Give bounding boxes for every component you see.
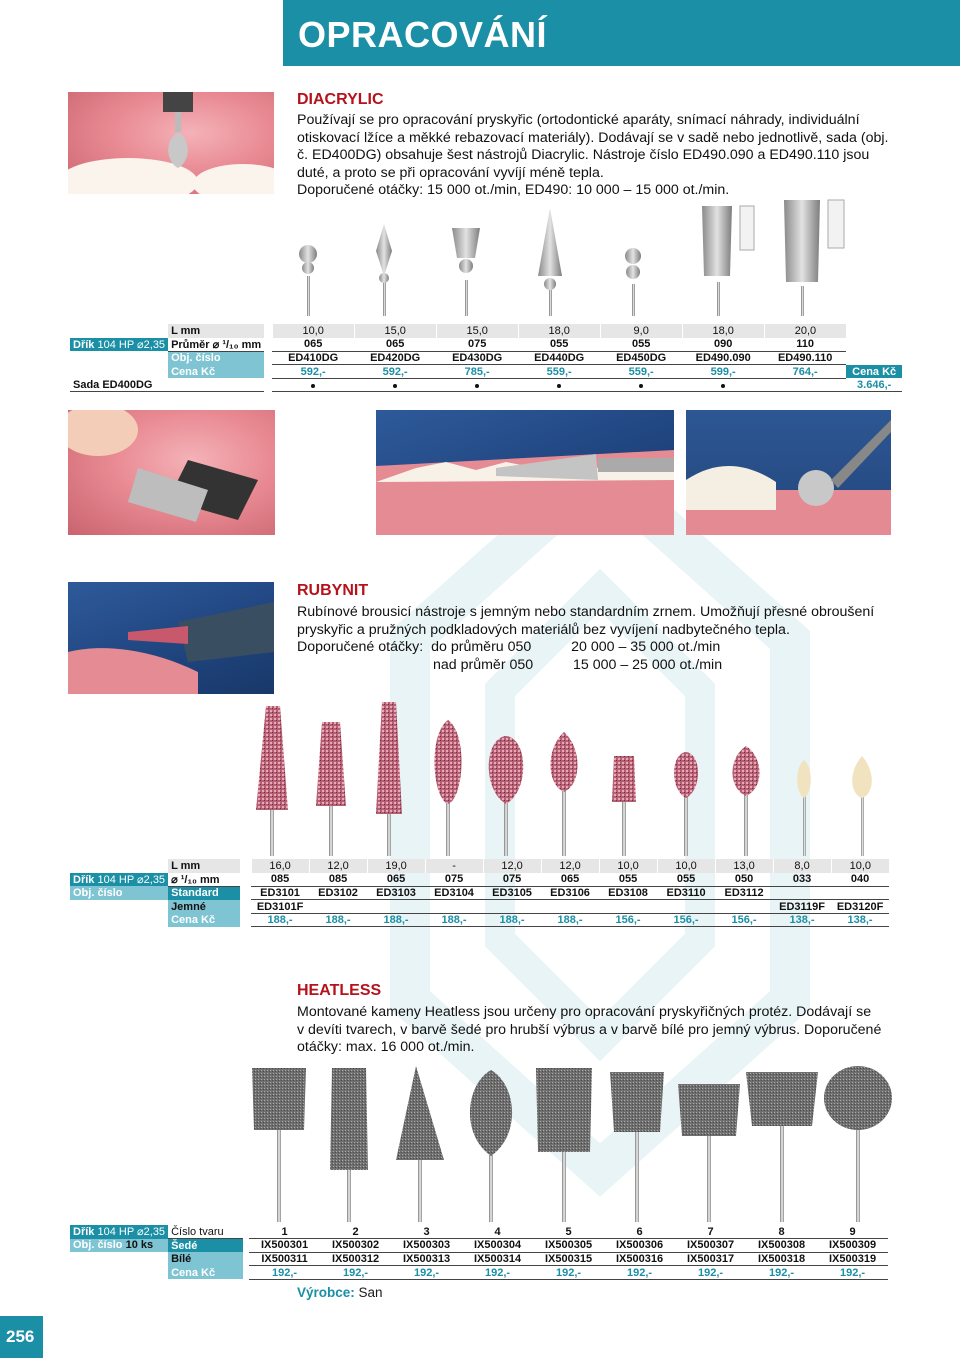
cell-l: 15,0 xyxy=(354,324,436,338)
diacrylic-table xyxy=(70,324,902,392)
tool-ed3119f-image xyxy=(797,760,811,856)
heatless-shape-4-image xyxy=(470,1070,512,1222)
cell-price: 559,- xyxy=(518,365,600,379)
code-label: Obj. číslo xyxy=(70,886,168,900)
usage-photo-3 xyxy=(686,410,891,535)
cell-price: 192,- xyxy=(249,1266,320,1280)
shank-label: Dřík 104 HP ⌀2,35 xyxy=(70,873,168,887)
cell-fine-code xyxy=(483,900,541,914)
tool-ed3120f-image xyxy=(852,756,872,856)
cell-grey-code: IX500308 xyxy=(746,1239,817,1253)
cell-l: 18,0 xyxy=(518,324,600,338)
cell-diameter: 065 xyxy=(354,338,436,352)
cell-price: 138,- xyxy=(831,913,889,927)
cell-l: 18,0 xyxy=(682,324,764,338)
cell-white-code: IX500315 xyxy=(533,1252,604,1266)
cell-shape: 5 xyxy=(533,1225,604,1239)
cell-grey-code: IX500301 xyxy=(249,1239,320,1253)
cell-diameter: 055 xyxy=(518,338,600,352)
diacrylic-photo xyxy=(68,92,274,194)
heatless-shape-9-image xyxy=(824,1066,892,1222)
rubynit-photo xyxy=(68,582,274,694)
page-title: OPRACOVÁNÍ xyxy=(298,14,548,55)
rubynit-line: pryskyřic a pružných podkladových materiálů bez vyvíjení nadbytečného tepla. xyxy=(297,621,790,638)
diacrylic-tool-images xyxy=(280,196,860,324)
cell-price: 599,- xyxy=(682,365,764,379)
cell-diameter: 110 xyxy=(764,338,846,352)
cell-price: 192,- xyxy=(604,1266,675,1280)
rubynit-speed-label: Doporučené otáčky: xyxy=(297,639,424,656)
cell-price: 156,- xyxy=(657,913,715,927)
rubynit-table xyxy=(70,859,889,927)
cell-price: 764,- xyxy=(764,365,846,379)
row-label-white: Bílé xyxy=(168,1252,243,1266)
diacrylic-line: č. ED400DG) obsahuje šest nástrojů Diacrylic. Nástroje číslo ED490.090 a ED490.110 jsou xyxy=(297,147,870,164)
cell-standard-code: ED3108 xyxy=(599,886,657,900)
manufacturer-value: San xyxy=(358,1285,383,1300)
cell-order-code: ED430DG xyxy=(436,351,518,365)
tool-ed420dg-image xyxy=(376,224,392,316)
cell-white-code: IX500312 xyxy=(320,1252,391,1266)
cell-white-code: IX500311 xyxy=(249,1252,320,1266)
cell-grey-code: IX500302 xyxy=(320,1239,391,1253)
cell-order-code: ED410DG xyxy=(272,351,354,365)
rubynit-description xyxy=(297,604,874,674)
cell-shape: 9 xyxy=(817,1225,888,1239)
heatless-shape-1-image xyxy=(252,1068,306,1222)
cell-diameter: 055 xyxy=(599,873,657,887)
cell-fine-code xyxy=(599,900,657,914)
rubynit-speed-value: 20 000 – 35 000 ot./min xyxy=(571,639,721,656)
cell-diameter: 065 xyxy=(367,873,425,887)
cell-price: 188,- xyxy=(541,913,599,927)
cell-order-code: ED420DG xyxy=(354,351,436,365)
cell-price: 188,- xyxy=(309,913,367,927)
cell-diameter: 055 xyxy=(600,338,682,352)
tool-ed410dg-image xyxy=(299,245,317,316)
heatless-table xyxy=(70,1225,888,1280)
cell-l: 10,0 xyxy=(599,859,657,873)
cell-l: 19,0 xyxy=(367,859,425,873)
row-label-l: L mm xyxy=(168,859,240,873)
cell-standard-code: ED3104 xyxy=(425,886,483,900)
cell-standard-code: ED3110 xyxy=(657,886,715,900)
tool-ed3112-image xyxy=(733,746,760,856)
cell-fine-code: ED3101F xyxy=(251,900,309,914)
cell-price: 192,- xyxy=(391,1266,462,1280)
cell-white-code: IX500319 xyxy=(817,1252,888,1266)
cell-price: 192,- xyxy=(675,1266,746,1280)
cell-shape: 2 xyxy=(320,1225,391,1239)
row-label-diameter: Průměr ⌀ ¹/₁₀ mm xyxy=(168,338,264,352)
cell-price: 559,- xyxy=(600,365,682,379)
cell-standard-code: ED3112 xyxy=(715,886,773,900)
set-included-dot xyxy=(639,384,643,388)
cell-l: - xyxy=(425,859,483,873)
cell-price: 188,- xyxy=(367,913,425,927)
cell-price: 188,- xyxy=(251,913,309,927)
cell-white-code: IX500313 xyxy=(391,1252,462,1266)
cell-l: 10,0 xyxy=(831,859,889,873)
cell-shape: 3 xyxy=(391,1225,462,1239)
cell-price: 592,- xyxy=(272,365,354,379)
rubynit-tool-images xyxy=(250,698,890,856)
cell-price: 192,- xyxy=(746,1266,817,1280)
cell-l: 10,0 xyxy=(657,859,715,873)
cell-price: 156,- xyxy=(715,913,773,927)
manufacturer-note xyxy=(297,1285,383,1300)
rubynit-speed-cond: nad průměr 050 xyxy=(433,656,534,673)
row-label-diameter: ⌀ ¹/₁₀ mm xyxy=(168,873,240,887)
cell-standard-code xyxy=(831,886,889,900)
cell-order-code: ED490.110 xyxy=(764,351,846,365)
heatless-shape-3-image xyxy=(396,1066,444,1222)
tool-ed490-090-image xyxy=(702,206,754,316)
cell-shape: 7 xyxy=(675,1225,746,1239)
cell-grey-code: IX500303 xyxy=(391,1239,462,1253)
usage-photo-2 xyxy=(376,410,674,535)
row-label-shape: Číslo tvaru xyxy=(168,1225,243,1239)
cell-diameter: 055 xyxy=(657,873,715,887)
heatless-shape-7-image xyxy=(678,1084,740,1222)
cell-fine-code xyxy=(541,900,599,914)
tool-ed3104-image xyxy=(434,720,461,856)
rubynit-speed-value: 15 000 – 25 000 ot./min xyxy=(573,656,723,673)
cell-diameter: 040 xyxy=(831,873,889,887)
cell-grey-code: IX500304 xyxy=(462,1239,533,1253)
heatless-line: v devíti tvarech, v barvě šedé pro hrubší výbrus a v barvě bílé pro jemný výbrus. Doporučené xyxy=(297,1021,882,1038)
diacrylic-line: duté, a proto se při opracování vyvíjí méně tepla. xyxy=(297,164,604,181)
cell-price: 592,- xyxy=(354,365,436,379)
cell-l: 20,0 xyxy=(764,324,846,338)
cell-l: 12,0 xyxy=(541,859,599,873)
cell-grey-code: IX500306 xyxy=(604,1239,675,1253)
tool-ed3108-image xyxy=(612,756,636,856)
row-label-grey: Šedé xyxy=(168,1239,243,1253)
heatless-line: Montované kameny Heatless jsou určeny pro opracování pryskyřičných protéz. Dodávají se xyxy=(297,1004,872,1020)
shank-label: Dřík 104 HP ⌀2,35 xyxy=(70,1225,168,1239)
tool-ed440dg-image xyxy=(538,208,562,316)
usage-photo-1 xyxy=(68,410,275,535)
cell-fine-code xyxy=(425,900,483,914)
cell-l: 16,0 xyxy=(251,859,309,873)
cell-diameter: 085 xyxy=(251,873,309,887)
rubynit-speed-cond: do průměru 050 xyxy=(431,639,532,656)
diacrylic-title: DIACRYLIC xyxy=(297,91,384,108)
cell-diameter: 050 xyxy=(715,873,773,887)
cell-diameter: 075 xyxy=(425,873,483,887)
cell-l: 15,0 xyxy=(436,324,518,338)
manufacturer-label: Výrobce: xyxy=(297,1285,355,1300)
heatless-shape-8-image xyxy=(746,1072,818,1222)
cell-l: 13,0 xyxy=(715,859,773,873)
cell-price: 785,- xyxy=(436,365,518,379)
cell-shape: 6 xyxy=(604,1225,675,1239)
cell-diameter: 065 xyxy=(541,873,599,887)
heatless-shape-6-image xyxy=(610,1072,664,1222)
cell-white-code: IX500317 xyxy=(675,1252,746,1266)
row-label-price: Cena Kč xyxy=(168,365,264,379)
cell-fine-code xyxy=(715,900,773,914)
cell-grey-code: IX500309 xyxy=(817,1239,888,1253)
heatless-shape-5-image xyxy=(536,1068,592,1222)
cell-shape: 8 xyxy=(746,1225,817,1239)
row-label-code: Obj. číslo xyxy=(168,351,264,365)
set-price-label: Cena Kč xyxy=(846,365,902,379)
set-included-dot xyxy=(393,384,397,388)
cell-price: 138,- xyxy=(773,913,831,927)
diacrylic-description xyxy=(297,112,888,200)
heatless-description xyxy=(297,1004,881,1057)
set-included-dot xyxy=(721,384,725,388)
cell-price: 188,- xyxy=(425,913,483,927)
cell-grey-code: IX500305 xyxy=(533,1239,604,1253)
shank-label: Dřík 104 HP ⌀2,35 xyxy=(70,338,168,352)
cell-shape: 1 xyxy=(249,1225,320,1239)
cell-order-code: ED440DG xyxy=(518,351,600,365)
cell-order-code: ED450DG xyxy=(600,351,682,365)
cell-standard-code: ED3105 xyxy=(483,886,541,900)
cell-diameter: 033 xyxy=(773,873,831,887)
heatless-tool-images xyxy=(240,1064,900,1222)
cell-l: 8,0 xyxy=(773,859,831,873)
cell-fine-code xyxy=(309,900,367,914)
cell-standard-code: ED3101 xyxy=(251,886,309,900)
heatless-title: HEATLESS xyxy=(297,982,382,999)
tool-ed3105-image xyxy=(489,736,524,856)
cell-diameter: 075 xyxy=(436,338,518,352)
tool-ed430dg-image xyxy=(452,228,480,316)
rubynit-line: Rubínové brousicí nástroje s jemným nebo standardním zrnem. Umožňují přesné obroušení xyxy=(297,604,875,620)
cell-standard-code: ED3102 xyxy=(309,886,367,900)
tool-ed3110-image xyxy=(674,752,698,856)
set-included-dot xyxy=(557,384,561,388)
cell-standard-code: ED3103 xyxy=(367,886,425,900)
cell-fine-code xyxy=(367,900,425,914)
cell-l: 12,0 xyxy=(483,859,541,873)
set-price: 3.646,- xyxy=(846,378,902,392)
row-label-l: L mm xyxy=(168,324,264,338)
cell-grey-code: IX500307 xyxy=(675,1239,746,1253)
row-label-price: Cena Kč xyxy=(168,913,240,927)
cell-order-code: ED490.090 xyxy=(682,351,764,365)
diacrylic-line: Používají se pro opracování pryskyřic (ortodontické aparáty, snímací náhrady, individuální xyxy=(297,112,860,128)
heatless-line: otáčky: max. 16 000 ot./min. xyxy=(297,1039,475,1056)
cell-diameter: 075 xyxy=(483,873,541,887)
tool-ed450dg-image xyxy=(625,248,641,316)
page-number: 256 xyxy=(6,1327,35,1346)
cell-price: 192,- xyxy=(462,1266,533,1280)
set-included-dot xyxy=(475,384,479,388)
cell-price: 156,- xyxy=(599,913,657,927)
cell-shape: 4 xyxy=(462,1225,533,1239)
cell-price: 192,- xyxy=(817,1266,888,1280)
cell-white-code: IX500314 xyxy=(462,1252,533,1266)
cell-diameter: 085 xyxy=(309,873,367,887)
cell-standard-code xyxy=(773,886,831,900)
cell-price: 188,- xyxy=(483,913,541,927)
set-label: Sada ED400DG xyxy=(70,378,264,392)
row-label-price: Cena Kč xyxy=(168,1266,243,1280)
tool-ed3101-image xyxy=(256,706,288,856)
row-label-fine: Jemné xyxy=(168,900,240,914)
row-label-standard: Standard xyxy=(168,886,240,900)
cell-white-code: IX500318 xyxy=(746,1252,817,1266)
heatless-shape-2-image xyxy=(330,1068,368,1222)
tool-ed3106-image xyxy=(551,732,578,856)
diacrylic-line: otiskovací lžíce a měkké rebazovací materiály). Dodávají se v sadě nebo jednotlivě, sada (obj. xyxy=(297,129,889,146)
cell-fine-code: ED3120F xyxy=(831,900,889,914)
cell-diameter: 090 xyxy=(682,338,764,352)
cell-price: 192,- xyxy=(320,1266,391,1280)
cell-l: 10,0 xyxy=(272,324,354,338)
cell-price: 192,- xyxy=(533,1266,604,1280)
tool-ed3103-image xyxy=(376,702,402,856)
cell-white-code: IX500316 xyxy=(604,1252,675,1266)
code-label: Obj. číslo 10 ks xyxy=(70,1239,168,1253)
diacrylic-line: Doporučené otáčky: 15 000 ot./min, ED490: 10 000 – 15 000 ot./min. xyxy=(297,182,730,199)
rubynit-title: RUBYNIT xyxy=(297,582,369,599)
cell-l: 12,0 xyxy=(309,859,367,873)
tool-ed490-110-image xyxy=(784,200,844,316)
cell-l: 9,0 xyxy=(600,324,682,338)
cell-fine-code: ED3119F xyxy=(773,900,831,914)
cell-standard-code: ED3106 xyxy=(541,886,599,900)
cell-fine-code xyxy=(657,900,715,914)
set-included-dot xyxy=(311,384,315,388)
cell-diameter: 065 xyxy=(272,338,354,352)
tool-ed3102-image xyxy=(316,722,346,856)
